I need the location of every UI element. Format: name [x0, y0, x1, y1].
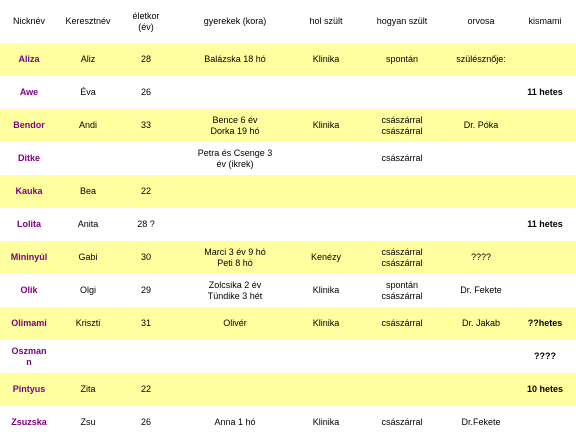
cell-first-name	[58, 340, 118, 373]
cell-birth-place: Klinika	[296, 406, 356, 439]
table-row	[0, 76, 576, 109]
cell-nickname: Bendor	[0, 109, 58, 142]
cell-birth-method: spontán császárral	[356, 274, 448, 307]
cell-nickname: Zsuzska	[0, 406, 58, 439]
cell-children: Balázska 18 hó	[174, 43, 296, 76]
cell-birth-method	[356, 76, 448, 109]
cell-children: Zolcsika 2 év Tündike 3 hét	[174, 274, 296, 307]
table-row	[0, 406, 576, 439]
cell-nickname: Awe	[0, 76, 58, 109]
cell-birth-place	[296, 340, 356, 373]
cell-birth-place: Kenézy	[296, 241, 356, 274]
cell-children	[174, 208, 296, 241]
table-row	[0, 43, 576, 76]
cell-children: Olivér	[174, 307, 296, 340]
cell-children: Bence 6 év Dorka 19 hó	[174, 109, 296, 142]
cell-doctor	[448, 175, 514, 208]
cell-pregnant	[514, 274, 576, 307]
cell-nickname: Aliza	[0, 43, 58, 76]
cell-first-name: Gabi	[58, 241, 118, 274]
header-age: életkor (év)	[132, 10, 160, 32]
cell-first-name: Bea	[58, 175, 118, 208]
cell-children	[174, 373, 296, 406]
table-row	[0, 241, 576, 274]
cell-birth-method: császárral	[356, 142, 448, 175]
cell-pregnant: 10 hetes	[514, 373, 576, 406]
cell-pregnant	[514, 175, 576, 208]
cell-doctor	[448, 142, 514, 175]
cell-children	[174, 340, 296, 373]
cell-nickname: Mininyúl	[0, 241, 58, 274]
table-row	[0, 274, 576, 307]
table-row	[0, 208, 576, 241]
cell-age: 28	[118, 43, 174, 76]
cell-children	[174, 175, 296, 208]
header-doctor: orvosa	[467, 16, 495, 26]
cell-pregnant	[514, 109, 576, 142]
cell-doctor: Dr. Póka	[448, 109, 514, 142]
header-children: gyerekek (kora)	[203, 16, 267, 26]
cell-pregnant	[514, 142, 576, 175]
cell-doctor: Dr. Fekete	[448, 274, 514, 307]
cell-birth-place	[296, 175, 356, 208]
cell-birth-method	[356, 340, 448, 373]
cell-birth-method: spontán	[356, 43, 448, 76]
cell-first-name: Olgi	[58, 274, 118, 307]
cell-nickname: Olik	[0, 274, 58, 307]
cell-children: Petra és Csenge 3 év (ikrek)	[174, 142, 296, 175]
table-body	[0, 43, 576, 439]
header-first-name: Keresztnév	[65, 16, 111, 26]
cell-birth-place	[296, 373, 356, 406]
table-row	[0, 109, 576, 142]
header-pregnant: kismami	[528, 16, 562, 26]
cell-birth-place	[296, 208, 356, 241]
cell-birth-method: császárral	[356, 406, 448, 439]
cell-birth-place: Klinika	[296, 43, 356, 76]
cell-birth-place	[296, 76, 356, 109]
cell-first-name: Aliz	[58, 43, 118, 76]
cell-age: 31	[118, 307, 174, 340]
cell-children: Anna 1 hó	[174, 406, 296, 439]
cell-doctor: Dr.Fekete	[448, 406, 514, 439]
cell-age: 26	[118, 76, 174, 109]
cell-doctor	[448, 208, 514, 241]
cell-age	[118, 340, 174, 373]
cell-nickname: Lolita	[0, 208, 58, 241]
cell-doctor	[448, 76, 514, 109]
cell-pregnant	[514, 241, 576, 274]
cell-pregnant: 11 hetes	[514, 208, 576, 241]
cell-birth-place: Klinika	[296, 274, 356, 307]
cell-first-name: Éva	[58, 76, 118, 109]
header-nickname: Nicknév	[12, 16, 45, 26]
cell-nickname: Ditke	[0, 142, 58, 175]
cell-first-name: Kriszti	[58, 307, 118, 340]
cell-pregnant: 11 hetes	[514, 76, 576, 109]
cell-first-name: Zita	[58, 373, 118, 406]
cell-doctor: ????	[448, 241, 514, 274]
cell-age: 22	[118, 373, 174, 406]
cell-birth-method: császárral	[356, 307, 448, 340]
cell-age: 33	[118, 109, 174, 142]
cell-first-name: Anita	[58, 208, 118, 241]
table-row	[0, 373, 576, 406]
cell-doctor	[448, 340, 514, 373]
cell-birth-place: Klinika	[296, 109, 356, 142]
cell-birth-method	[356, 175, 448, 208]
table-row	[0, 340, 576, 373]
cell-doctor: Dr. Jakab	[448, 307, 514, 340]
cell-birth-method: császárral császárral	[356, 241, 448, 274]
cell-doctor	[448, 373, 514, 406]
cell-birth-place: Klinika	[296, 307, 356, 340]
cell-nickname: Olimami	[0, 307, 58, 340]
cell-nickname: Oszman n	[0, 340, 58, 373]
cell-doctor: szülésznője:	[448, 43, 514, 76]
cell-first-name	[58, 142, 118, 175]
table-row	[0, 307, 576, 340]
cell-birth-method	[356, 208, 448, 241]
cell-age: 30	[118, 241, 174, 274]
cell-age: 22	[118, 175, 174, 208]
cell-nickname: Pintyus	[0, 373, 58, 406]
cell-birth-place	[296, 142, 356, 175]
cell-pregnant	[514, 406, 576, 439]
cell-age: 29	[118, 274, 174, 307]
cell-pregnant	[514, 43, 576, 76]
table-row	[0, 175, 576, 208]
cell-age: 26	[118, 406, 174, 439]
cell-children: Marci 3 év 9 hó Peti 8 hó	[174, 241, 296, 274]
cell-first-name: Zsu	[58, 406, 118, 439]
cell-nickname: Kauka	[0, 175, 58, 208]
cell-age	[118, 142, 174, 175]
cell-first-name: Andi	[58, 109, 118, 142]
cell-age: 28 ?	[118, 208, 174, 241]
cell-pregnant: ????	[514, 340, 576, 373]
cell-children	[174, 76, 296, 109]
cell-birth-method	[356, 373, 448, 406]
cell-pregnant: ??hetes	[514, 307, 576, 340]
cell-birth-method: császárral császárral	[356, 109, 448, 142]
header-birth-method: hogyan szült	[376, 16, 428, 26]
header-birth-place: hol szült	[309, 16, 343, 26]
table-row	[0, 142, 576, 175]
header-row	[0, 0, 576, 43]
